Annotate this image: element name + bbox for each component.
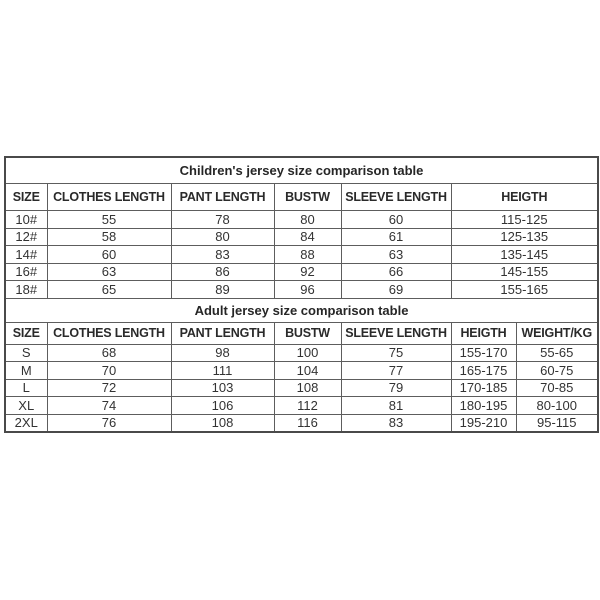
table-cell: 80 [274,211,341,229]
table-cell: 58 [47,228,171,246]
table-cell: 135-145 [451,246,598,264]
table-row-m [5,362,598,380]
column-header-weight-kg: WEIGHT/KG [516,322,598,344]
table-cell: 75 [341,344,451,362]
table-row-xl [5,397,598,415]
table-cell: 111 [171,362,274,380]
column-header-size: SIZE [5,322,47,344]
table-row-10 [5,211,598,229]
table-cell: M [5,362,47,380]
table-cell: 116 [274,414,341,432]
table-cell: 83 [171,246,274,264]
table-cell: 96 [274,281,341,299]
jersey-size-table [4,156,599,433]
table-cell: 155-170 [451,344,516,362]
table-cell: 170-185 [451,379,516,397]
table-row-2xl [5,414,598,432]
table-cell: 145-155 [451,263,598,281]
column-header-heigth: HEIGTH [451,322,516,344]
table-cell: 14# [5,246,47,264]
table-cell: 63 [341,246,451,264]
table-cell: 155-165 [451,281,598,299]
table-cell: 60-75 [516,362,598,380]
table-cell: 70-85 [516,379,598,397]
children-header-row [5,184,598,211]
table-cell: 86 [171,263,274,281]
table-cell: 60 [341,211,451,229]
table-cell: 108 [171,414,274,432]
table-cell: 70 [47,362,171,380]
table-cell: 180-195 [451,397,516,415]
table-row-12 [5,228,598,246]
table-cell: 104 [274,362,341,380]
column-header-sleeve-length: SLEEVE LENGTH [341,184,451,211]
table-cell: 63 [47,263,171,281]
adult-title-row [5,298,598,322]
table-cell: 65 [47,281,171,299]
table-cell: 55-65 [516,344,598,362]
table-cell: 81 [341,397,451,415]
column-header-bustw: BUSTW [274,184,341,211]
table-cell: 12# [5,228,47,246]
table-cell: 100 [274,344,341,362]
column-header-bustw: BUSTW [274,322,341,344]
table-cell: 66 [341,263,451,281]
table-cell: 98 [171,344,274,362]
table-row-l [5,379,598,397]
column-header-pant-length: PANT LENGTH [171,184,274,211]
table-row-18 [5,281,598,299]
adult-table-title: Adult jersey size comparison table [5,298,598,322]
table-cell: XL [5,397,47,415]
column-header-pant-length: PANT LENGTH [171,322,274,344]
table-cell: 125-135 [451,228,598,246]
table-cell: 10# [5,211,47,229]
table-cell: 83 [341,414,451,432]
table-cell: 112 [274,397,341,415]
table-cell: 103 [171,379,274,397]
table-cell: 115-125 [451,211,598,229]
table-cell: 60 [47,246,171,264]
table-cell: 106 [171,397,274,415]
table-cell: S [5,344,47,362]
table-cell: 95-115 [516,414,598,432]
table-cell: 61 [341,228,451,246]
table-cell: 80 [171,228,274,246]
table-row-14 [5,246,598,264]
table-cell: 78 [171,211,274,229]
table-row-s [5,344,598,362]
table-cell: 69 [341,281,451,299]
table-cell: 16# [5,263,47,281]
column-header-heigth: HEIGTH [451,184,598,211]
table-cell: 68 [47,344,171,362]
column-header-size: SIZE [5,184,47,211]
adult-header-row [5,322,598,344]
table-cell: 77 [341,362,451,380]
table-cell: 79 [341,379,451,397]
column-header-clothes-length: CLOTHES LENGTH [47,322,171,344]
table-cell: 165-175 [451,362,516,380]
table-cell: 72 [47,379,171,397]
table-cell: 18# [5,281,47,299]
table-cell: 89 [171,281,274,299]
table-cell: 92 [274,263,341,281]
column-header-clothes-length: CLOTHES LENGTH [47,184,171,211]
children-table-title: Children's jersey size comparison table [5,157,598,184]
table-cell: 2XL [5,414,47,432]
column-header-sleeve-length: SLEEVE LENGTH [341,322,451,344]
table-cell: 55 [47,211,171,229]
table-cell: 80-100 [516,397,598,415]
table-row-16 [5,263,598,281]
table-cell: 74 [47,397,171,415]
table-cell: 84 [274,228,341,246]
table-cell: 108 [274,379,341,397]
table-cell: L [5,379,47,397]
children-title-row [5,157,598,184]
table-cell: 195-210 [451,414,516,432]
table-cell: 76 [47,414,171,432]
table-cell: 88 [274,246,341,264]
